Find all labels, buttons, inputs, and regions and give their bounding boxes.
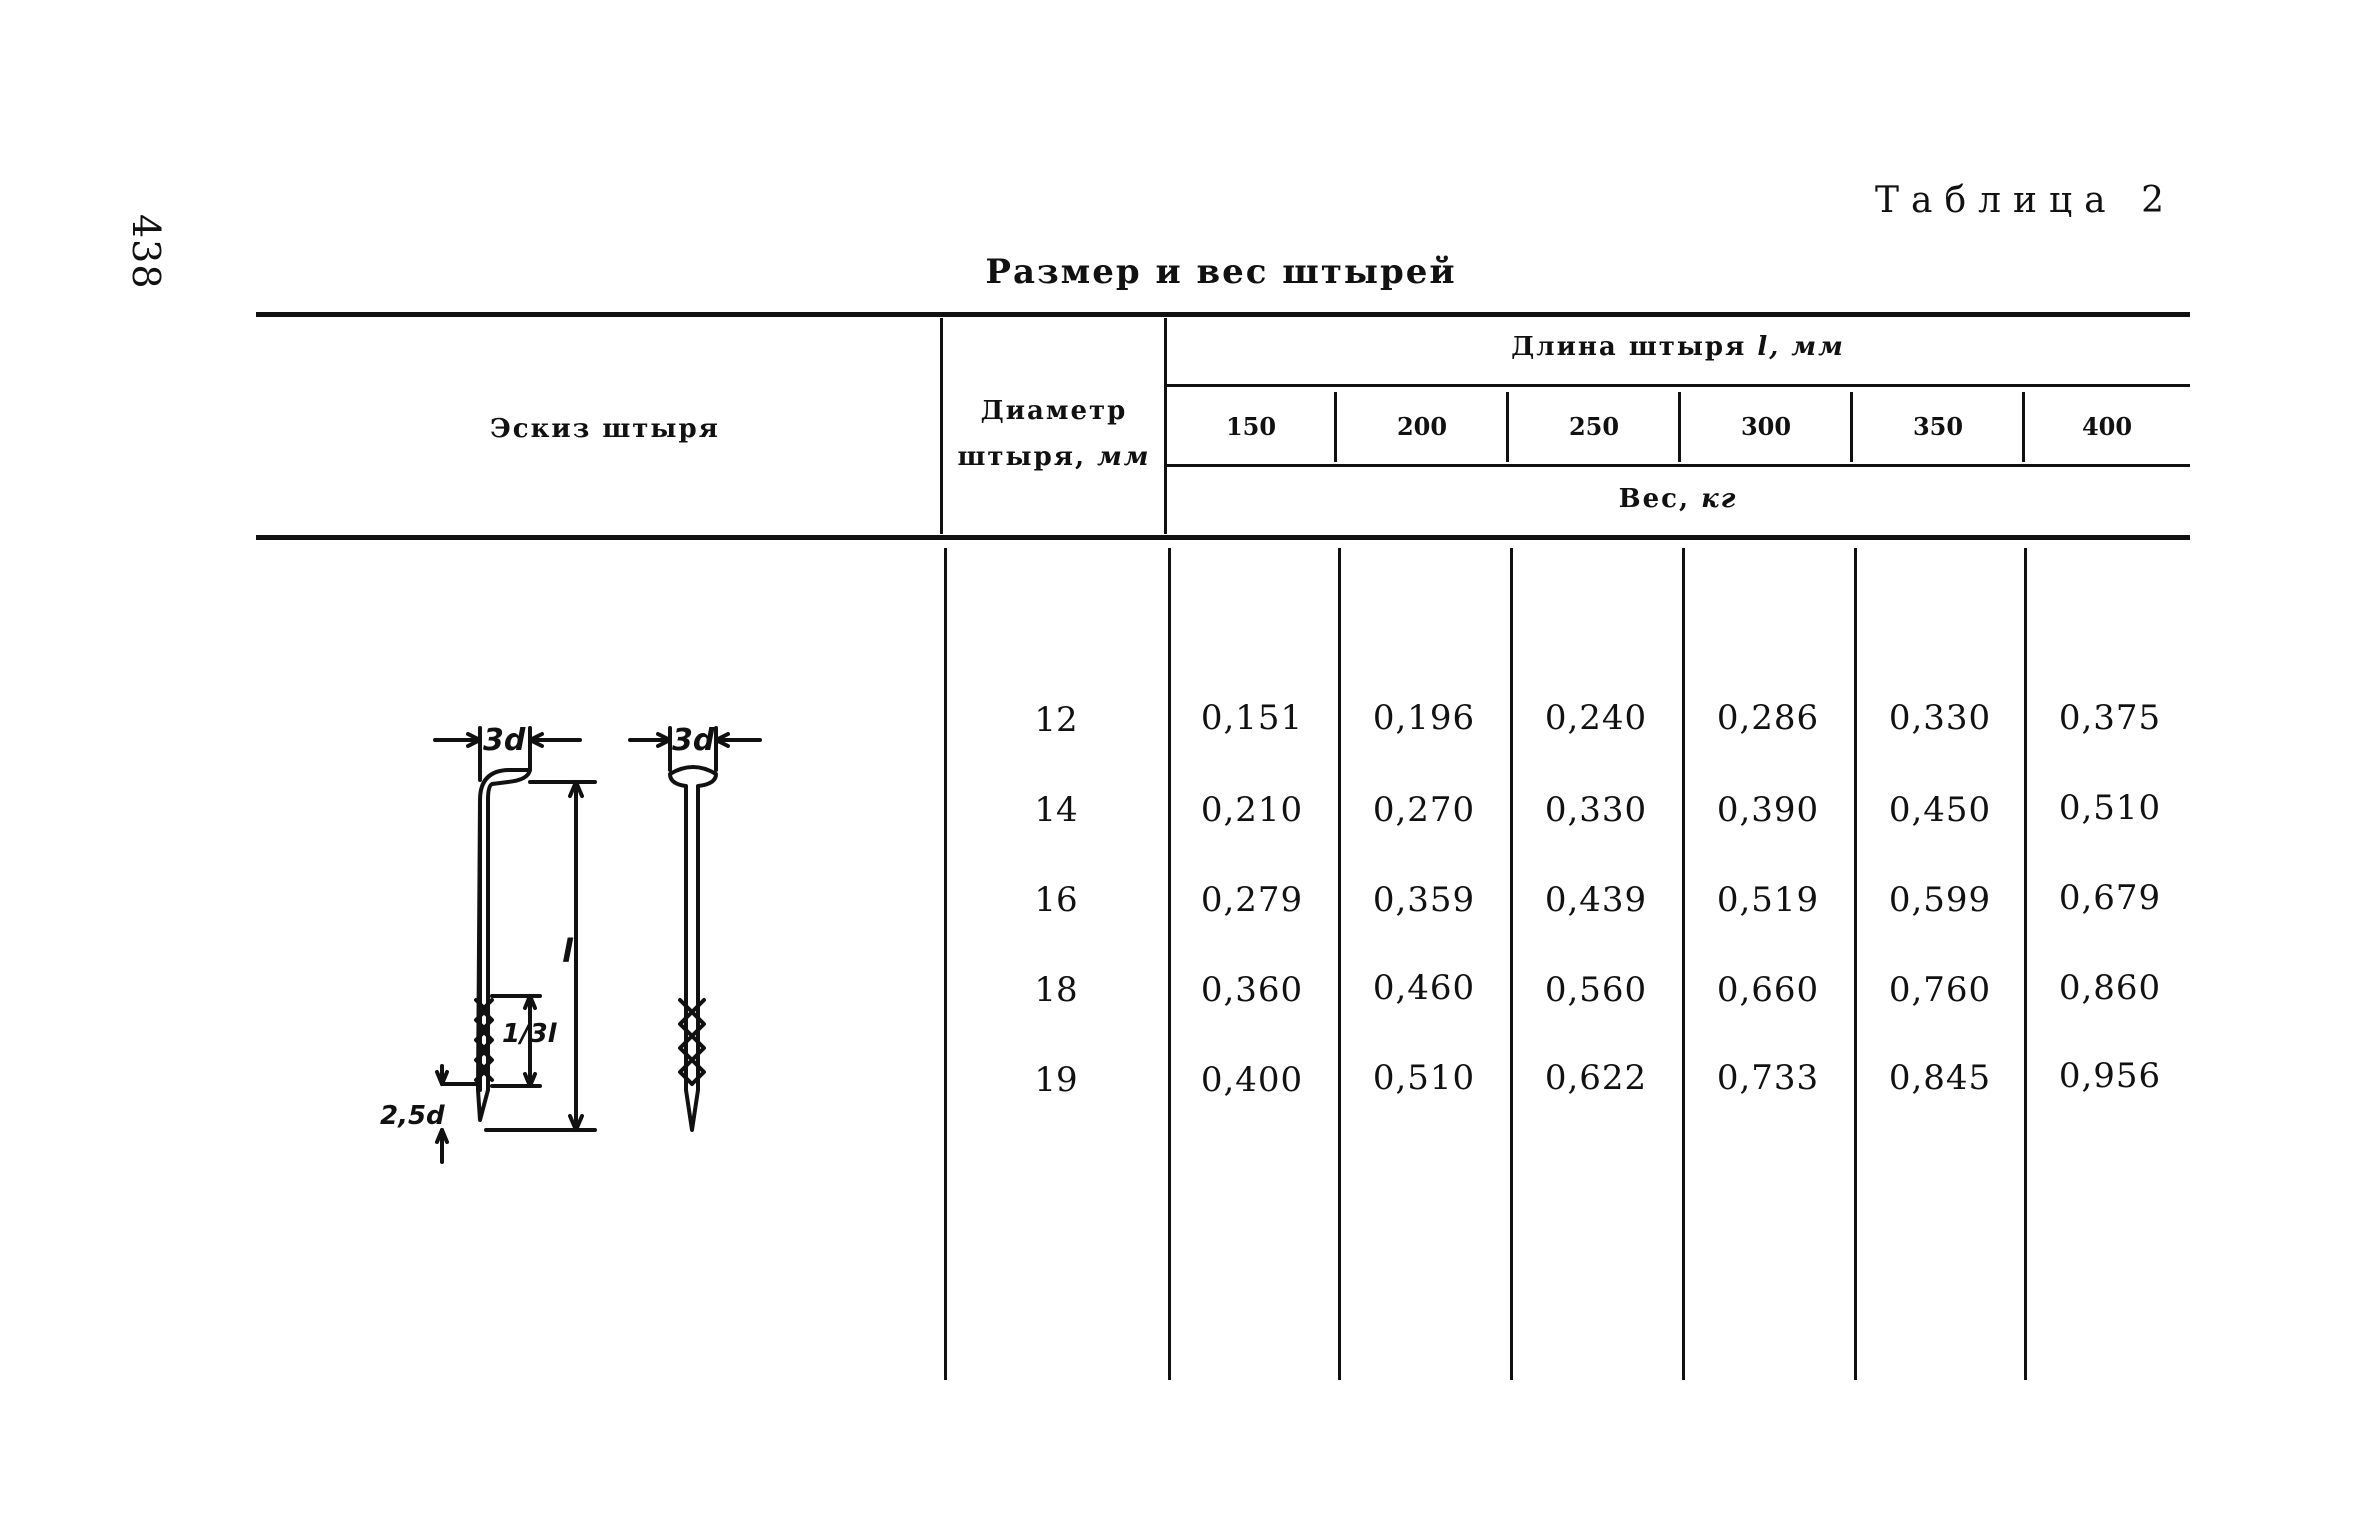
header-length xyxy=(1166,332,2190,362)
body-divider-300 xyxy=(1682,548,1685,1380)
weight-cell: 0,390 xyxy=(1716,790,1820,830)
weight-cell: 0,196 xyxy=(1372,698,1476,738)
length-400: 400 xyxy=(2081,412,2133,441)
header-diameter-unit: мм xyxy=(1097,442,1151,472)
body-divider-350 xyxy=(1854,548,1857,1380)
diameter-cell: 18 xyxy=(1034,970,1078,1010)
body-divider-400 xyxy=(2024,548,2027,1380)
weight-cell: 0,956 xyxy=(2058,1056,2162,1096)
header-divider-sketch xyxy=(940,318,943,534)
diameter-cell: 12 xyxy=(1034,700,1078,740)
left-dim-3d: 3d xyxy=(483,723,526,758)
body-divider-diameter xyxy=(1168,548,1171,1380)
body-divider-200 xyxy=(1338,548,1341,1380)
header-diameter xyxy=(944,388,1164,480)
table-title: Размер и вес штырей xyxy=(985,252,1457,292)
weight-cell: 0,679 xyxy=(2058,878,2162,918)
weight-cell: 0,460 xyxy=(1372,968,1476,1008)
weight-cell: 0,330 xyxy=(1888,698,1992,738)
length-header-rule xyxy=(1166,384,2190,387)
dim-tip: 2,5d xyxy=(380,1101,445,1131)
weight-cell: 0,400 xyxy=(1200,1060,1304,1100)
weight-cell: 0,860 xyxy=(2058,968,2162,1008)
header-sketch: Эскиз штыря xyxy=(490,414,720,444)
header-weight-comma: , xyxy=(1679,484,1691,514)
weight-cell: 0,279 xyxy=(1200,880,1304,920)
table-label: Таблица 2 xyxy=(1875,180,2176,221)
length-350: 350 xyxy=(1912,412,1964,441)
header-weight-unit: кг xyxy=(1701,484,1738,514)
right-pin-body xyxy=(670,767,716,1130)
pin-sketch xyxy=(380,700,800,1180)
length-200: 200 xyxy=(1396,412,1448,441)
header-bottom-rule xyxy=(256,535,2190,540)
weight-cell: 0,360 xyxy=(1200,970,1304,1010)
header-diameter-text: штыря, xyxy=(957,442,1087,472)
weight-cell: 0,151 xyxy=(1200,698,1304,738)
diameter-cell: 14 xyxy=(1034,790,1078,830)
weight-cell: 0,845 xyxy=(1888,1058,1992,1098)
length-dimension xyxy=(486,782,595,1130)
weight-cell: 0,733 xyxy=(1716,1058,1820,1098)
dim-l: l xyxy=(562,932,573,970)
header-diameter-line2 xyxy=(944,434,1164,480)
body-divider-sketch xyxy=(944,548,947,1380)
right-dim-3d: 3d xyxy=(672,723,715,758)
weight-cell: 0,359 xyxy=(1372,880,1476,920)
weight-cell: 0,450 xyxy=(1888,790,1992,830)
length-150: 150 xyxy=(1225,412,1277,441)
weight-cell: 0,210 xyxy=(1200,790,1304,830)
thread-dimension xyxy=(492,996,558,1086)
tip-dimension xyxy=(380,1066,480,1162)
header-length-text: Длина штыря xyxy=(1511,332,1747,362)
weight-cell: 0,760 xyxy=(1888,970,1992,1010)
weight-cell: 0,660 xyxy=(1716,970,1820,1010)
length-250: 250 xyxy=(1568,412,1620,441)
weight-cell: 0,270 xyxy=(1372,790,1476,830)
weight-cell: 0,375 xyxy=(2058,698,2162,738)
header-diameter-line1: Диаметр xyxy=(980,396,1128,426)
left-pin-body xyxy=(476,770,530,1120)
weight-cell: 0,622 xyxy=(1544,1058,1648,1098)
weight-cell: 0,439 xyxy=(1544,880,1648,920)
header-weight xyxy=(1166,484,2190,514)
table-top-rule xyxy=(256,312,2190,317)
weight-cell: 0,330 xyxy=(1544,790,1648,830)
dim-thread: 1/3l xyxy=(502,1019,557,1049)
weight-cell: 0,286 xyxy=(1716,698,1820,738)
length-300: 300 xyxy=(1740,412,1792,441)
header-length-symbol: l, xyxy=(1757,332,1781,362)
right-pin-head-dimension xyxy=(630,723,760,770)
header-weight-text: Вес xyxy=(1618,484,1679,514)
diameter-cell: 19 xyxy=(1034,1060,1078,1100)
weight-cell: 0,510 xyxy=(2058,788,2162,828)
weight-cell: 0,240 xyxy=(1544,698,1648,738)
diameter-cell: 16 xyxy=(1034,880,1078,920)
weight-cell: 0,510 xyxy=(1372,1058,1476,1098)
body-divider-250 xyxy=(1510,548,1513,1380)
weight-cell: 0,560 xyxy=(1544,970,1648,1010)
weight-cell: 0,519 xyxy=(1716,880,1820,920)
header-length-unit: мм xyxy=(1791,332,1845,362)
weight-header-rule xyxy=(1166,464,2190,467)
page-number: 438 xyxy=(124,214,168,290)
weight-cell: 0,599 xyxy=(1888,880,1992,920)
